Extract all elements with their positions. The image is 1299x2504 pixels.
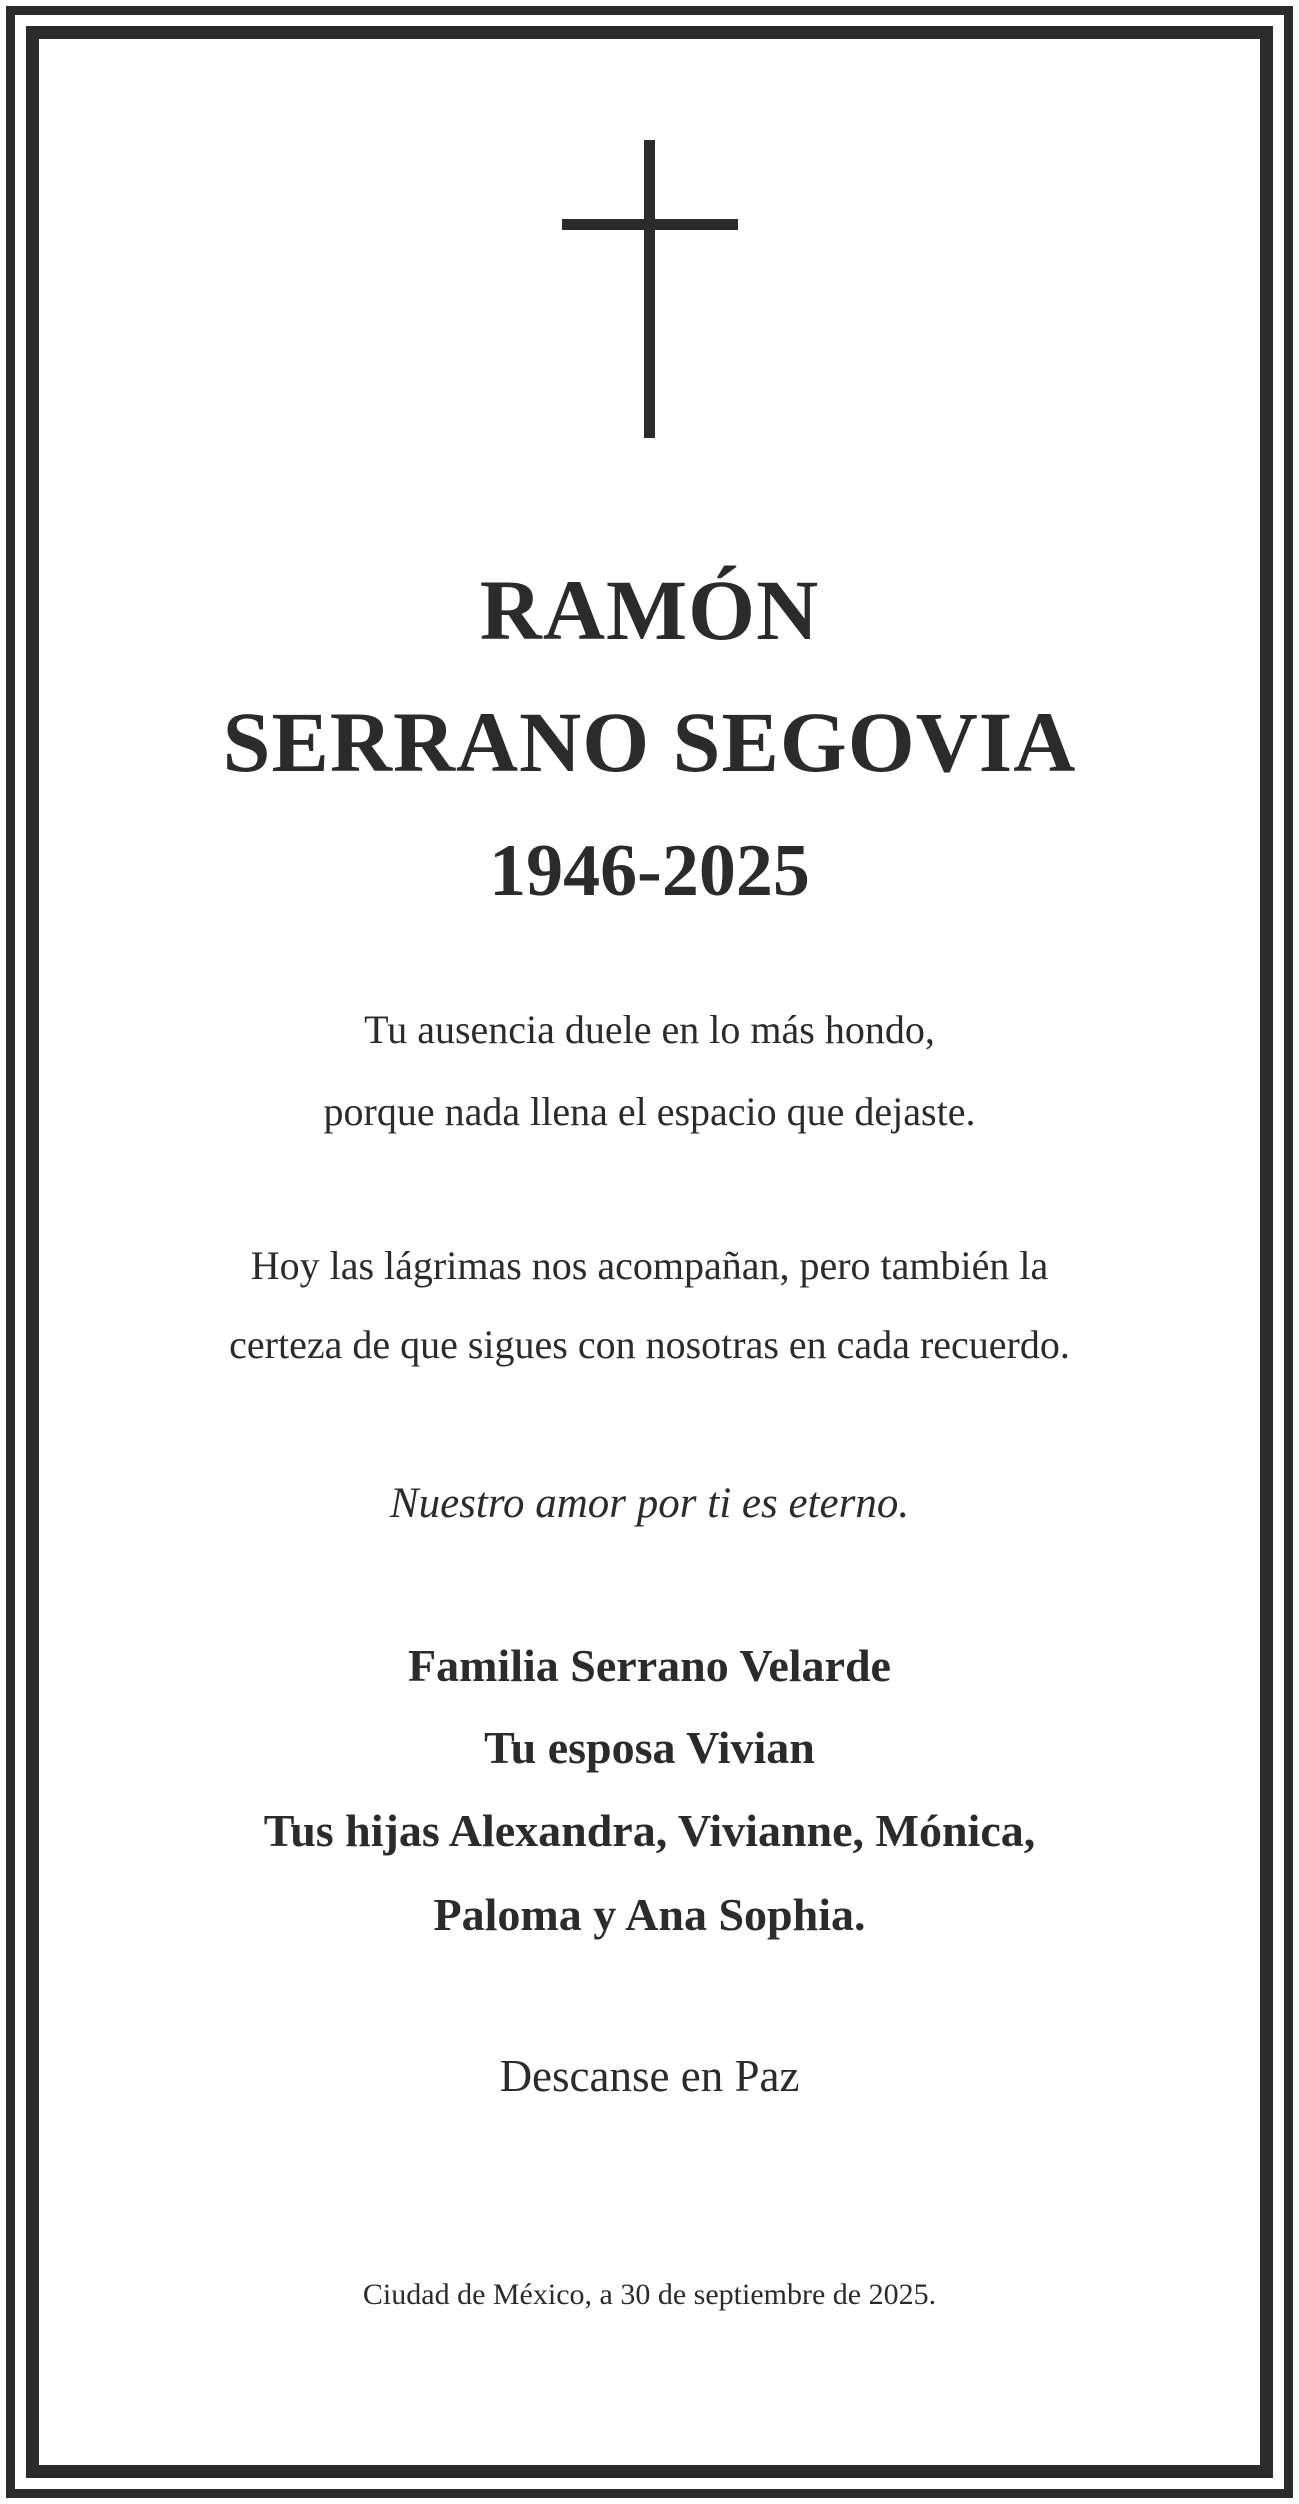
message-line-3: Hoy las lágrimas nos acompañan, pero también la bbox=[250, 1243, 1049, 1288]
cross-horizontal-bar bbox=[562, 219, 738, 230]
closing-italic-phrase: Nuestro amor por ti es eterno. bbox=[389, 1480, 910, 1527]
cross-vertical-bar bbox=[644, 140, 655, 438]
cross-icon bbox=[562, 140, 738, 438]
family-line-4: Paloma y Ana Sophia. bbox=[433, 1889, 866, 1940]
family-line-1: Familia Serrano Velarde bbox=[408, 1640, 891, 1691]
message-line-1: Tu ausencia duele en lo más hondo, bbox=[364, 1007, 935, 1052]
message-line-4: certeza de que sigues con nosotras en cada recuerdo. bbox=[229, 1322, 1070, 1367]
family-line-2: Tu esposa Vivian bbox=[484, 1722, 815, 1773]
place-and-date: Ciudad de México, a 30 de septiembre de 2025. bbox=[362, 2278, 937, 2311]
family-line-3: Tus hijas Alexandra, Vivianne, Mónica, bbox=[263, 1805, 1036, 1856]
deceased-first-name: RAMÓN bbox=[479, 562, 820, 658]
life-years: 1946-2025 bbox=[489, 830, 810, 912]
message-line-2: porque nada llena el espacio que dejaste. bbox=[323, 1089, 976, 1134]
deceased-last-name: SERRANO SEGOVIA bbox=[222, 694, 1077, 790]
rest-in-peace: Descanse en Paz bbox=[499, 2051, 800, 2101]
